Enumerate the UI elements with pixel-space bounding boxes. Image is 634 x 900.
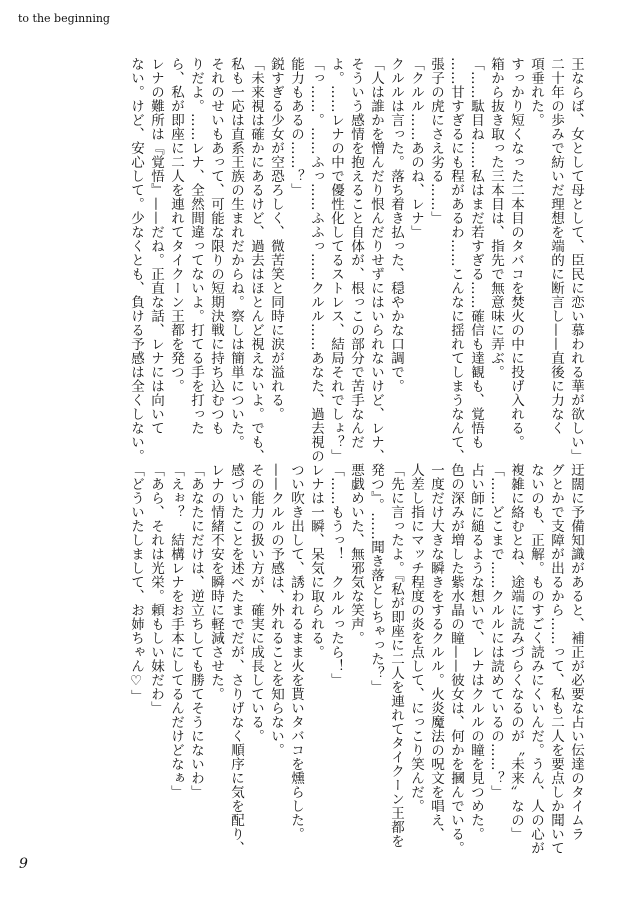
text-column: ないのも、正解。ものすごく読みにくいんだ。うん、人の心が bbox=[528, 463, 544, 855]
text-column: レナは一瞬、呆気に取られる。 bbox=[308, 463, 324, 659]
text-column: ない。けど、安心して。少なくとも、負ける予感は全くしない。 bbox=[128, 57, 144, 463]
text-column: 「先に言ったよ。『私が即座に二人を連れてタイクーン王都を bbox=[388, 463, 404, 849]
text-column: ——クルルの予感は、外れることを知らない。 bbox=[268, 463, 284, 757]
text-column: よ。……レナの中で優性化してるストレス、結局それでしょ？」 bbox=[328, 57, 344, 463]
text-column: つい吹き出して、誘われるまま火を貰いタバコを燻らした。 bbox=[288, 463, 304, 841]
text-column: りだよ。……レナ、全然間違ってないよ。打てる手を打った bbox=[188, 57, 204, 435]
running-header: to the beginning bbox=[18, 12, 110, 25]
text-column: レナの情緒不安を瞬時に軽減させた。 bbox=[208, 463, 224, 701]
text-column: グとかで支障が出るから……って、私も二人を要点しか聞いて bbox=[548, 463, 564, 855]
text-column: 「……どこまで……クルルには読めているの……？」 bbox=[488, 463, 504, 799]
text-column: 箱から抜き取った三本目は、指先で無意味に弄ぶ。 bbox=[488, 57, 504, 379]
text-column: それのせいもあって、可能な限りの短期決戦に持ち込むつも bbox=[208, 57, 224, 435]
text-column: 「えぉ？ 結構レナをお手本にしてるんだけどなぁ」 bbox=[168, 463, 184, 799]
text-column: 「あなたにだけは、逆立ちしても勝てそうにないわ」 bbox=[188, 463, 204, 799]
text-column: 王ならば、女として母として、臣民に恋い慕われる華が欲しい」 bbox=[568, 57, 584, 463]
text-column: 「……もうっ！ クルルったら！」 bbox=[328, 463, 344, 687]
text-column: 鋭すぎる少女が空恐ろしく、微苦笑と同時に涙が溢れる。 bbox=[268, 57, 284, 421]
bottom-text-block bbox=[126, 463, 586, 855]
text-column: 能力もあるの……？」 bbox=[288, 57, 304, 197]
text-column: 張子の虎にさえ劣る……」 bbox=[428, 57, 444, 225]
text-column: 「どういたしまして、お姉ちゃん♡」 bbox=[128, 463, 144, 704]
text-column: 一度だけ大きな瞬きをするクルル。火炎魔法の呪文を唱え、 bbox=[428, 463, 444, 841]
text-column: レナの難所は『覚悟』——だね。正直な話、レナには向いて bbox=[148, 57, 164, 435]
text-column: 「人は誰かを憎んだり恨んだりせずにはいられないけど、レナ、 bbox=[368, 57, 384, 463]
text-column: 私も一応は直系王族の生まれだからね。察しは簡単についた。 bbox=[228, 57, 244, 449]
text-column: 項垂れた。 bbox=[528, 57, 544, 127]
text-column: そういう感情を抱えること自体が、根っこの部分で苦手なんだ bbox=[348, 57, 364, 449]
text-column: ら、私が即座に二人を連れてタイクーン王都を発つ。 bbox=[168, 57, 184, 393]
text-column: 複雑に絡むとね、途端に読みづらくなるのが〝未来〟なの」 bbox=[508, 463, 524, 841]
text-column: 「……駄目ね……私はまだ若すぎる……確信も達観も、覚悟も bbox=[468, 57, 484, 449]
text-column: 人差し指にマッチ程度の炎を点して、にっこり笑んだ。 bbox=[408, 463, 424, 813]
text-column: 「クルル……あのね、レナ」 bbox=[408, 57, 424, 239]
text-column: 占い師に縋るような想いで、レナはクルルの瞳を見つめた。 bbox=[468, 463, 484, 841]
text-column: その能力の扱い方が、確実に成長している。 bbox=[248, 463, 264, 743]
text-column: 悪戯めいた、無邪気な笑声。 bbox=[348, 463, 364, 645]
text-column: 二十年の歩みで紡いだ理想を端的に断言し——直後に力なく bbox=[548, 57, 564, 435]
text-column: 色の深みが増した紫水晶の瞳——彼女は、何かを摑んでいる。 bbox=[448, 463, 464, 855]
text-column: 迂闊に予備知識があると、補正が必要な占い伝達のタイムラ bbox=[568, 463, 584, 841]
text-column: 「未来視は確かにあるけど、過去はほとんど視えないよ。でも、 bbox=[248, 57, 264, 463]
text-column: すっかり短くなった二本目のタバコを焚火の中に投げ入れる。 bbox=[508, 57, 524, 449]
text-column: 発つ』。……聞き落としちゃった？」 bbox=[368, 463, 384, 695]
top-text-block bbox=[126, 57, 586, 463]
page-number: 9 bbox=[19, 856, 28, 872]
text-column: ……甘すぎるにも程があるわ……こんなに揺れてしまうなんて、 bbox=[448, 57, 464, 463]
text-column: クルルは言った。落ち着き払った、穏やかな口調で。 bbox=[388, 57, 404, 393]
text-column: 「あら、それは光栄。頼もしい妹だわ」 bbox=[148, 463, 164, 715]
text-column: 「っ……。……ふっ……ふふっ……クルル……あなた、過去視の bbox=[308, 57, 324, 463]
text-column: 感づいたことを述べたまでだが、さりげなく順序に気を配り、 bbox=[228, 463, 244, 855]
